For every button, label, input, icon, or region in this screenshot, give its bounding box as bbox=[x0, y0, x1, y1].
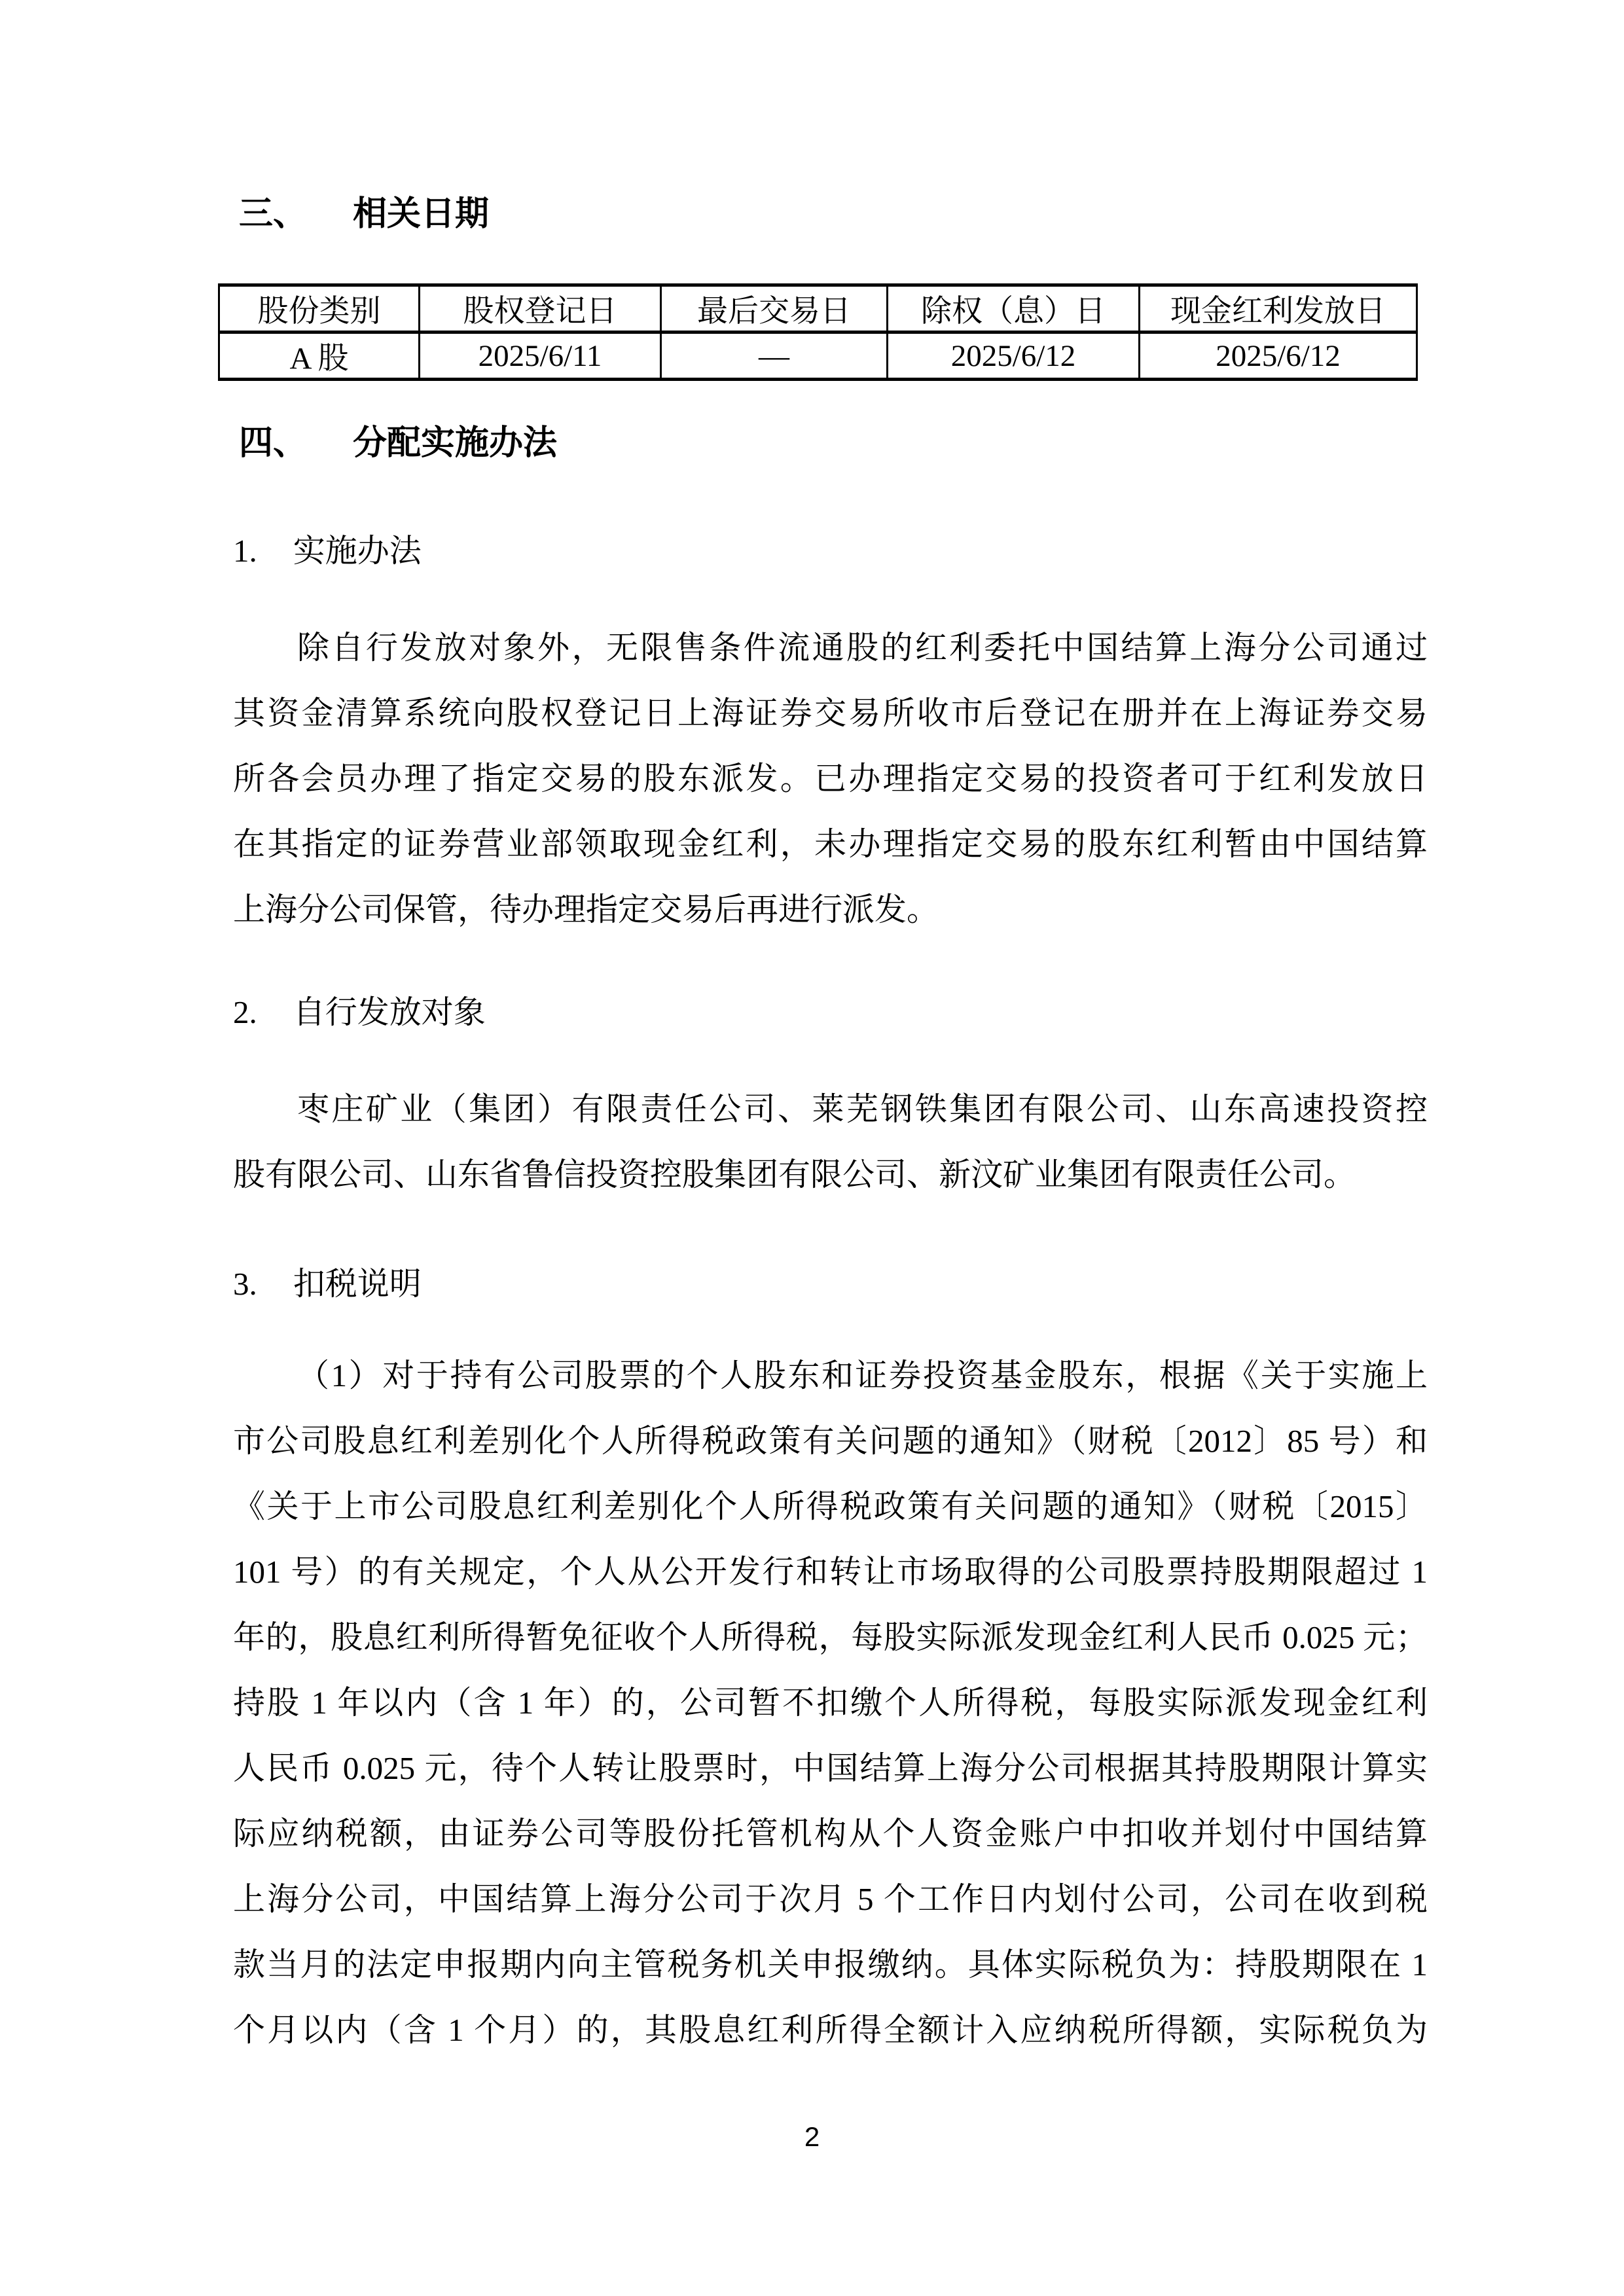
paragraph-tax-withholding-notes bbox=[233, 1343, 1428, 2063]
paragraph-line: 人民币 0.025 元，待个人转让股票时，中国结算上海分公司根据其持股期限计算实 bbox=[233, 1750, 1428, 1786]
cell-cash-dividend-payment-date: 2025/6/12 bbox=[1140, 332, 1417, 380]
table-header-row bbox=[219, 285, 1417, 332]
section-heading-distribution-method bbox=[239, 422, 557, 465]
cell-ex-dividend-date: 2025/6/12 bbox=[888, 332, 1140, 380]
section-title: 分配实施办法 bbox=[353, 425, 558, 462]
paragraph-line: 股有限公司、山东省鲁信投资控股集团有限公司、新汶矿业集团有限责任公司。 bbox=[233, 1157, 1356, 1193]
paragraph-line: 《关于上市公司股息红利差别化个人所得税政策有关问题的通知》（财税〔2015〕 bbox=[233, 1488, 1428, 1524]
related-dates-table bbox=[218, 283, 1418, 381]
list-item-implementation-method bbox=[233, 518, 422, 584]
paragraph-line: 在其指定的证券营业部领取现金红利，未办理指定交易的股东红利暂由中国结算 bbox=[233, 826, 1428, 862]
item-title: 自行发放对象 bbox=[293, 994, 486, 1030]
item-number: 3. bbox=[233, 1266, 257, 1302]
page-number: 2 bbox=[804, 2121, 820, 2152]
paragraph-line: 上海分公司，中国结算上海分公司于次月 5 个工作日内划付公司，公司在收到税 bbox=[233, 1881, 1428, 1917]
cell-share-class: A 股 bbox=[219, 332, 420, 380]
header-ex-dividend-date: 除权（息）日 bbox=[888, 285, 1140, 332]
table-row bbox=[219, 332, 1417, 380]
paragraph-line: 101 号）的有关规定，个人从公开发行和转让市场取得的公司股票持股期限超过 1 bbox=[233, 1554, 1428, 1590]
paragraph-implementation-method bbox=[233, 615, 1428, 942]
paragraph-line: （1）对于持有公司股票的个人股东和证券投资基金股东，根据《关于实施上 bbox=[297, 1357, 1428, 1393]
paragraph-line: 个月以内（含 1 个月）的，其股息红利所得全额计入应纳税所得额，实际税负为 bbox=[233, 2012, 1428, 2048]
paragraph-line: 除自行发放对象外，无限售条件流通股的红利委托中国结算上海分公司通过 bbox=[297, 630, 1428, 666]
header-cash-dividend-payment-date: 现金红利发放日 bbox=[1140, 285, 1417, 332]
section-number: 三、 bbox=[239, 196, 308, 233]
paragraph-line: 上海分公司保管，待办理指定交易后再进行派发。 bbox=[233, 891, 939, 927]
paragraph-line: 款当月的法定申报期内向主管税务机关申报缴纳。具体实际税负为：持股期限在 1 bbox=[233, 1946, 1428, 1982]
cell-last-trading-date: — bbox=[661, 332, 888, 380]
paragraph-line: 年的，股息红利所得暂免征收个人所得税，每股实际派发现金红利人民币 0.025 元； bbox=[233, 1619, 1428, 1655]
paragraph-line: 市公司股息红利差别化个人所得税政策有关问题的通知》（财税〔2012〕85 号）和 bbox=[233, 1423, 1428, 1459]
item-title: 实施办法 bbox=[293, 533, 422, 569]
list-item-tax-withholding-notes bbox=[233, 1251, 422, 1317]
header-last-trading-date: 最后交易日 bbox=[661, 285, 888, 332]
paragraph-self-distribution-targets bbox=[233, 1077, 1428, 1208]
list-item-self-distribution-targets bbox=[233, 980, 486, 1045]
header-share-class: 股份类别 bbox=[219, 285, 420, 332]
paragraph-line: 枣庄矿业（集团）有限责任公司、莱芜钢铁集团有限公司、山东高速投资控 bbox=[297, 1091, 1428, 1127]
paragraph-line: 持股 1 年以内（含 1 年）的，公司暂不扣缴个人所得税，每股实际派发现金红利 bbox=[233, 1685, 1428, 1721]
paragraph-line: 际应纳税额，由证券公司等股份托管机构从个人资金账户中扣收并划付中国结算 bbox=[233, 1816, 1428, 1852]
header-record-date: 股权登记日 bbox=[420, 285, 661, 332]
item-number: 1. bbox=[233, 533, 257, 569]
item-title: 扣税说明 bbox=[293, 1266, 422, 1302]
section-number: 四、 bbox=[239, 425, 308, 462]
section-title: 相关日期 bbox=[353, 196, 490, 233]
paragraph-line: 所各会员办理了指定交易的股东派发。已办理指定交易的投资者可于红利发放日 bbox=[233, 761, 1428, 797]
cell-record-date: 2025/6/11 bbox=[420, 332, 661, 380]
paragraph-line: 其资金清算系统向股权登记日上海证券交易所收市后登记在册并在上海证券交易 bbox=[233, 695, 1428, 731]
section-heading-related-dates bbox=[239, 193, 489, 236]
item-number: 2. bbox=[233, 994, 257, 1030]
